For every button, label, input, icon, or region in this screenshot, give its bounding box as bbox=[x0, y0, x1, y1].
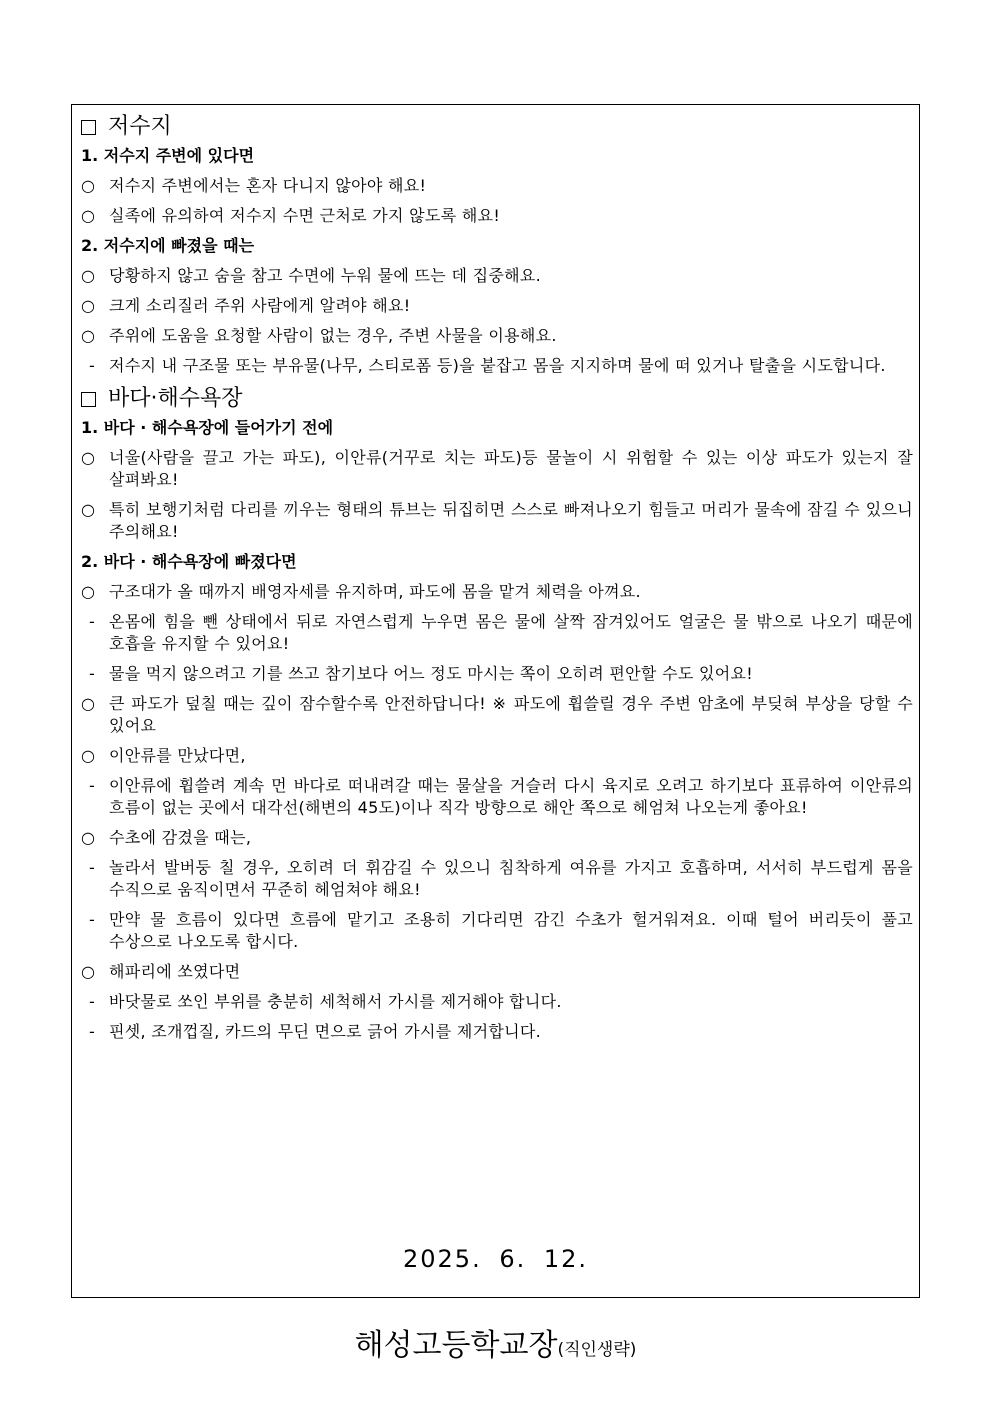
list-item bbox=[81, 693, 913, 737]
dash-bullet-icon: - bbox=[89, 664, 95, 683]
item-text: 너울(사람을 끌고 가는 파도), 이안류(거꾸로 치는 파도)등 물놀이 시 위험할 수 있는 이상 파도가 있는지 잘 살펴봐요! bbox=[109, 448, 913, 489]
dash-bullet-icon: - bbox=[89, 1022, 95, 1041]
item-text: 물을 먹지 않으려고 기를 쓰고 참기보다 어느 정도 마시는 쪽이 오히려 편안할 수도 있어요! bbox=[109, 664, 753, 683]
item-text: 이안류를 만났다면, bbox=[109, 746, 246, 765]
list-item bbox=[81, 205, 913, 227]
item-text: 당황하지 않고 숨을 참고 수면에 누워 물에 뜨는 데 집중해요. bbox=[109, 266, 542, 285]
list-item bbox=[81, 499, 913, 543]
item-text: 저수지 주변에서는 혼자 다니지 않아야 해요! bbox=[109, 176, 427, 195]
list-item bbox=[81, 857, 913, 901]
seal-note: (직인생략) bbox=[557, 1340, 637, 1360]
circle-bullet-icon: ○ bbox=[81, 582, 95, 601]
list-item bbox=[81, 355, 913, 377]
list-item bbox=[81, 827, 913, 849]
item-text: 바닷물로 쏘인 부위를 충분히 세척해서 가시를 제거해야 합니다. bbox=[109, 992, 562, 1011]
list-item bbox=[81, 1021, 913, 1043]
circle-bullet-icon: ○ bbox=[81, 694, 95, 713]
circle-bullet-icon: ○ bbox=[81, 176, 95, 195]
item-text: 구조대가 올 때까지 배영자세를 유지하며, 파도에 몸을 맡겨 체력을 아껴요. bbox=[109, 582, 641, 601]
subheading: 2. 저수지에 빠졌을 때는 bbox=[81, 236, 255, 255]
section-heading bbox=[81, 113, 913, 141]
section-title: 저수지 bbox=[108, 114, 172, 139]
checkbox-square-icon bbox=[81, 120, 96, 135]
section-title: 바다·해수욕장 bbox=[108, 386, 243, 411]
checkbox-square-icon bbox=[81, 392, 96, 407]
list-item bbox=[81, 745, 913, 767]
list-item bbox=[81, 991, 913, 1013]
list-item bbox=[81, 961, 913, 983]
section-heading bbox=[81, 385, 913, 413]
item-text: 저수지 내 구조물 또는 부유물(나무, 스티로폼 등)을 붙잡고 몸을 지지하며 물에 떠 있거나 탈출을 시도합니다. bbox=[109, 356, 886, 375]
circle-bullet-icon: ○ bbox=[81, 962, 95, 981]
circle-bullet-icon: ○ bbox=[81, 500, 95, 519]
signer-name: 해성고등학교장 bbox=[354, 1328, 558, 1363]
list-item bbox=[81, 447, 913, 491]
circle-bullet-icon: ○ bbox=[81, 448, 95, 467]
list-item bbox=[81, 775, 913, 819]
item-text: 실족에 유의하여 저수지 수면 근처로 가지 않도록 해요! bbox=[109, 206, 501, 225]
list-item bbox=[81, 175, 913, 197]
item-text: 온몸에 힘을 뺀 상태에서 뒤로 자연스럽게 누우면 몸은 물에 살짝 잠겨있어도 얼굴은 물 밖으로 나오기 때문에 호흡을 유지할 수 있어요! bbox=[109, 612, 913, 653]
subheading: 2. 바다 · 해수욕장에 빠졌다면 bbox=[81, 552, 297, 571]
list-item bbox=[81, 325, 913, 347]
document-frame bbox=[71, 104, 920, 1363]
dash-bullet-icon: - bbox=[89, 910, 95, 929]
item-text: 수초에 감겼을 때는, bbox=[109, 828, 252, 847]
list-item bbox=[81, 295, 913, 317]
item-text: 놀라서 발버둥 칠 경우, 오히려 더 휘감길 수 있으니 침착하게 여유를 가지고 호흡하며, 서서히 부드럽게 몸을 수직으로 움직이면서 꾸준히 헤엄쳐야 해요! bbox=[109, 858, 913, 899]
list-item bbox=[81, 909, 913, 953]
item-text: 크게 소리질러 주위 사람에게 알려야 해요! bbox=[109, 296, 411, 315]
dash-bullet-icon: - bbox=[89, 612, 95, 631]
dash-bullet-icon: - bbox=[89, 992, 95, 1011]
item-text: 만약 물 흐름이 있다면 흐름에 맡기고 조용히 기다리면 감긴 수초가 헐거워져요. 이때 털어 버리듯이 풀고 수상으로 나오도록 합시다. bbox=[109, 910, 913, 951]
circle-bullet-icon: ○ bbox=[81, 266, 95, 285]
circle-bullet-icon: ○ bbox=[81, 828, 95, 847]
list-item bbox=[81, 581, 913, 603]
dash-bullet-icon: - bbox=[89, 356, 95, 375]
item-text: 특히 보행기처럼 다리를 끼우는 형태의 튜브는 뒤집히면 스스로 빠져나오기 힘들고 머리가 물속에 잠길 수 있으니 주의해요! bbox=[109, 500, 913, 541]
item-text: 이안류에 휩쓸려 계속 먼 바다로 떠내려갈 때는 물살을 거슬러 다시 육지로 오려고 하기보다 표류하여 이안류의 흐름이 없는 곳에서 대각선(해변의 45도)이나 직각 방향으로 해안 쪽으로 헤엄쳐 나오는게 좋아요! bbox=[109, 776, 913, 817]
document-content bbox=[81, 113, 913, 1043]
signature-line bbox=[72, 1320, 919, 1364]
circle-bullet-icon: ○ bbox=[81, 326, 95, 345]
document-date: 2025. 6. 12. bbox=[402, 1245, 589, 1273]
circle-bullet-icon: ○ bbox=[81, 206, 95, 225]
item-text: 큰 파도가 덮칠 때는 깊이 잠수할수록 안전하답니다! ※ 파도에 휩쓸릴 경우 주변 암초에 부딪혀 부상을 당할 수 있어요 bbox=[109, 694, 913, 735]
list-item bbox=[81, 611, 913, 655]
circle-bullet-icon: ○ bbox=[81, 296, 95, 315]
item-text: 해파리에 쏘였다면 bbox=[109, 962, 241, 981]
subheading: 1. 바다 · 해수욕장에 들어가기 전에 bbox=[81, 418, 334, 437]
dash-bullet-icon: - bbox=[89, 858, 95, 877]
subheading: 1. 저수지 주변에 있다면 bbox=[81, 146, 255, 165]
circle-bullet-icon: ○ bbox=[81, 746, 95, 765]
item-text: 주위에 도움을 요청할 사람이 없는 경우, 주변 사물을 이용해요. bbox=[109, 326, 557, 345]
dash-bullet-icon: - bbox=[89, 776, 95, 795]
item-text: 핀셋, 조개껍질, 카드의 무딘 면으로 긁어 가시를 제거합니다. bbox=[109, 1022, 542, 1041]
list-item bbox=[81, 265, 913, 287]
list-item bbox=[81, 663, 913, 685]
